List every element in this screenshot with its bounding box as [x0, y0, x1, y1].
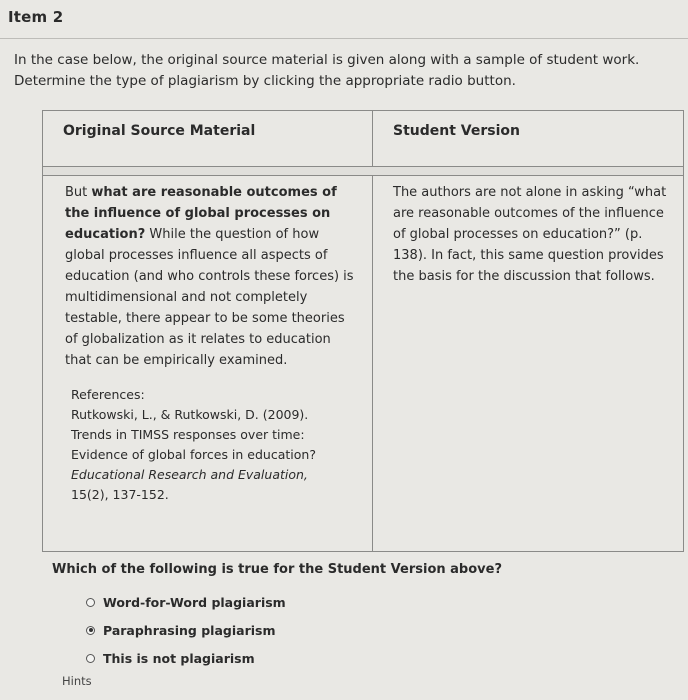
reference-line-3: Evidence of global forces in education?	[71, 447, 316, 462]
source-bold-question: what are reasonable outcomes of the influence of global processes on education?	[65, 185, 337, 242]
option-label[interactable]: This is not plagiarism	[103, 650, 255, 666]
option-label[interactable]: Word-for-Word plagiarism	[103, 594, 286, 610]
reference-volume: 15(2), 137-152.	[71, 487, 169, 502]
radio-word-for-word[interactable]	[86, 598, 95, 607]
radio-paraphrasing[interactable]	[86, 626, 95, 635]
references-label: References:	[71, 387, 145, 402]
option-not-plagiarism[interactable]	[86, 644, 286, 672]
instructions-line-1: In the case below, the original source material is given along with a sample of student work.	[14, 52, 640, 68]
reference-journal: Educational Research and Evaluation,	[71, 467, 308, 482]
item-title: Item 2	[8, 8, 64, 26]
original-source-text	[65, 182, 360, 371]
table-spacer-row	[43, 167, 683, 176]
instructions-line-2: Determine the type of plagiarism by clicking the appropriate radio button.	[14, 73, 516, 89]
question-text: Which of the following is true for the Student Version above?	[52, 562, 502, 577]
reference-line-2: Trends in TIMSS responses over time:	[71, 427, 305, 442]
references	[65, 385, 360, 505]
source-lead: But	[65, 185, 92, 200]
hints-link[interactable]: Hints	[62, 674, 92, 688]
header-student-version: Student Version	[373, 111, 683, 167]
student-version-text: The authors are not alone in asking “what are reasonable outcomes of the influence of global processes on education?” (p. 138). In fact, this same question provides the basis for the discussion that follows.	[393, 185, 667, 284]
radio-not-plagiarism[interactable]	[86, 654, 95, 663]
option-word-for-word[interactable]	[86, 588, 286, 616]
header-original-source: Original Source Material	[43, 111, 373, 167]
source-body: While the question of how global processes influence all aspects of education (and who controls these forces) is multidimensional and not completely testable, there appear to be some theories of globalization as it relates to education that can be empirically examined.	[65, 227, 354, 368]
student-version-cell	[373, 176, 683, 551]
original-source-cell	[43, 176, 373, 551]
divider	[0, 38, 688, 39]
answer-options	[86, 588, 286, 672]
comparison-table	[42, 110, 684, 552]
option-paraphrasing[interactable]	[86, 616, 286, 644]
reference-line-1: Rutkowski, L., & Rutkowski, D. (2009).	[71, 407, 309, 422]
option-label[interactable]: Paraphrasing plagiarism	[103, 622, 276, 638]
instructions	[14, 50, 684, 92]
